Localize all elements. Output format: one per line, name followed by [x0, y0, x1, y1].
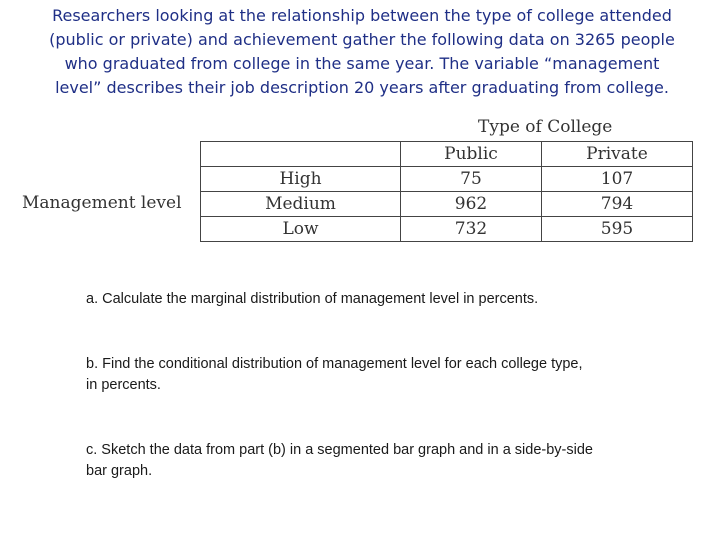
question-c	[86, 440, 686, 482]
table-row	[201, 217, 693, 242]
table-cell: 732	[401, 217, 542, 242]
intro-line: who graduated from college in the same year. The variable “management	[64, 54, 660, 73]
question-a	[86, 289, 686, 310]
table-cell: 794	[542, 192, 693, 217]
table-header-cell: Public	[401, 142, 542, 167]
table-header-row	[201, 142, 693, 167]
intro-line: Researchers looking at the relationship between the type of college attended	[52, 6, 672, 25]
question-b	[86, 354, 686, 396]
table-cell: 75	[401, 167, 542, 192]
table-header-cell	[201, 142, 401, 167]
question-line: a. Calculate the marginal distribution of management level in percents.	[86, 291, 539, 307]
intro-line: level” describes their job description 20 years after graduating from college.	[55, 78, 669, 97]
table-row	[201, 192, 693, 217]
table-cell: 595	[542, 217, 693, 242]
question-line: c. Sketch the data from part (b) in a segmented bar graph and in a side-by-side	[86, 442, 593, 458]
table-row	[201, 167, 693, 192]
table-row-label: High	[201, 167, 401, 192]
intro-line: (public or private) and achievement gather the following data on 3265 people	[49, 30, 675, 49]
table-cell: 962	[401, 192, 542, 217]
table-column-group-title: Type of College	[478, 117, 613, 137]
table-row-label: Low	[201, 217, 401, 242]
intro-paragraph	[30, 4, 694, 100]
table-row-label: Medium	[201, 192, 401, 217]
table-header-cell: Private	[542, 142, 693, 167]
table-row-group-title: Management level	[22, 193, 182, 213]
question-line: bar graph.	[86, 463, 153, 479]
question-line: b. Find the conditional distribution of management level for each college type,	[86, 356, 583, 372]
table-cell: 107	[542, 167, 693, 192]
question-line: in percents.	[86, 377, 161, 393]
contingency-table	[200, 141, 693, 242]
